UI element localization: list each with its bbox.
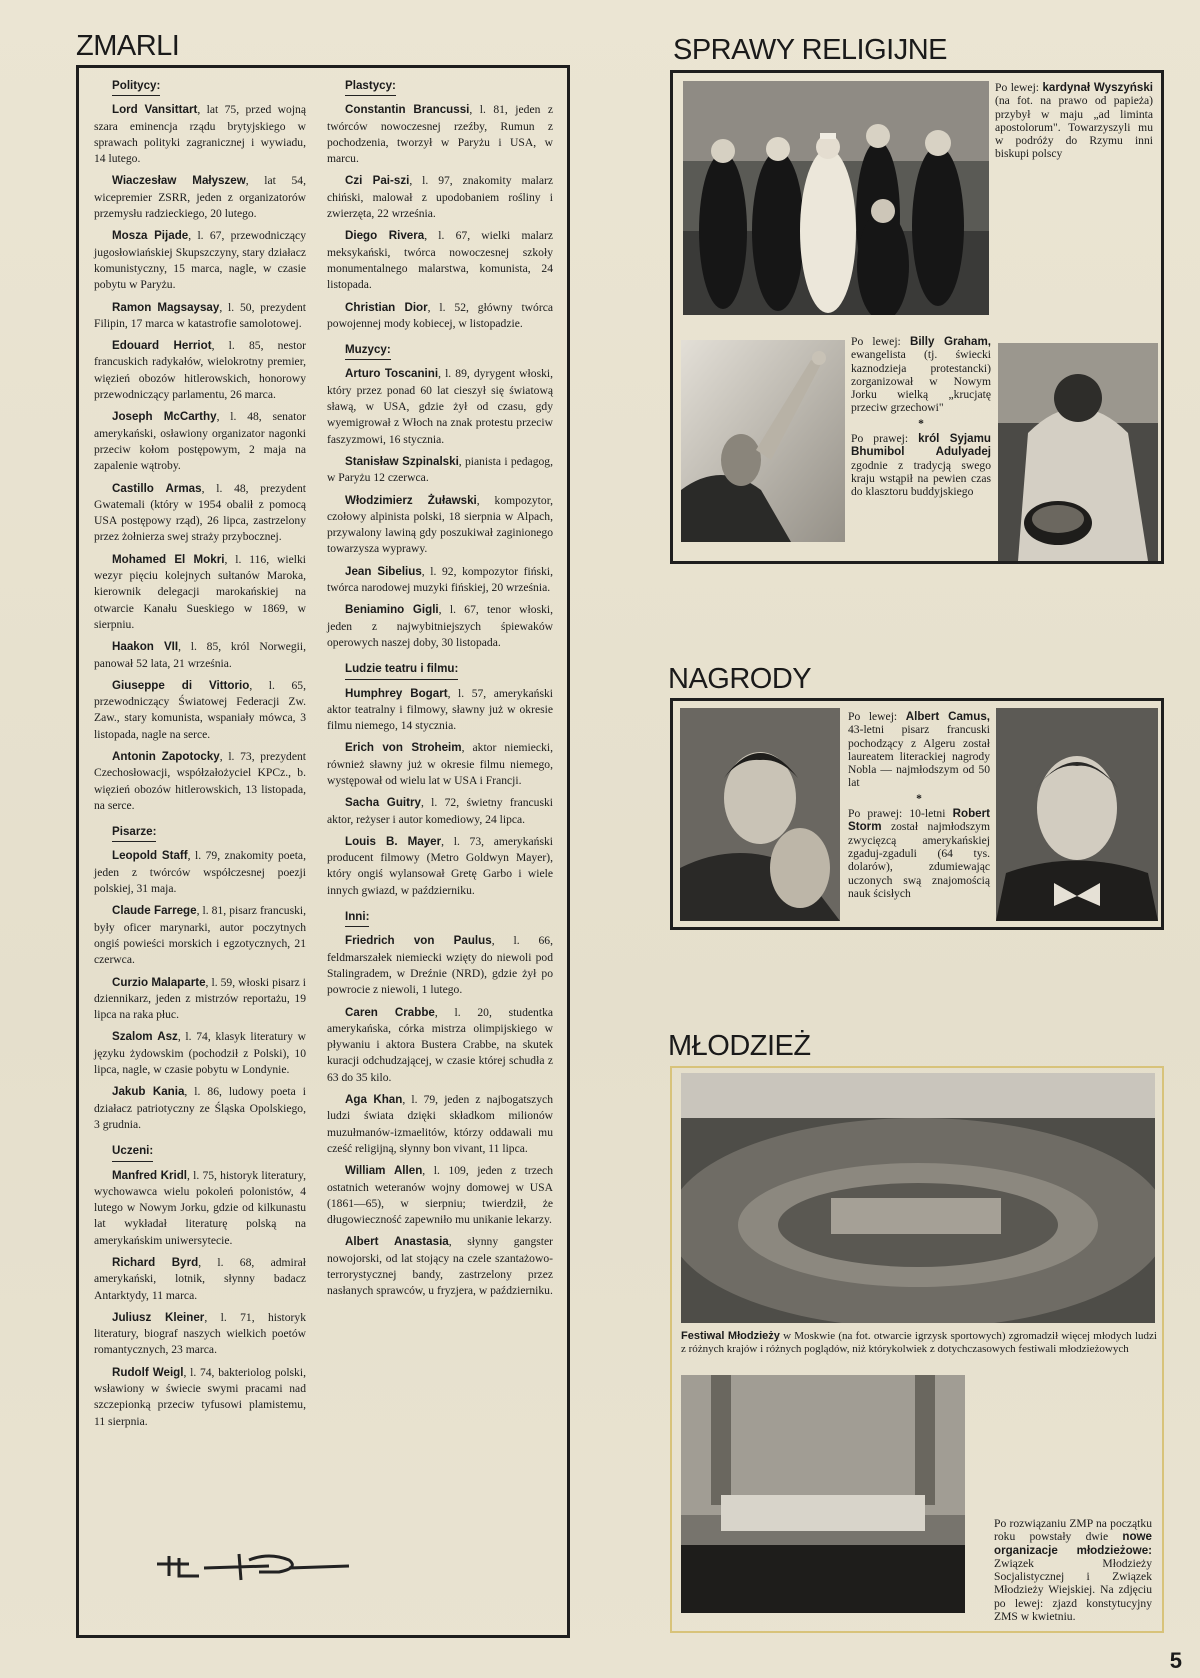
person-name: Szalom Asz bbox=[112, 1030, 178, 1044]
person-name: Wiaczesław Małyszew bbox=[112, 174, 246, 188]
obituary-entry bbox=[327, 1005, 553, 1086]
person-name: Castillo Armas bbox=[112, 481, 202, 495]
obituary-entry bbox=[327, 1092, 553, 1157]
person-name: Leopold Staff bbox=[112, 849, 188, 863]
obituary-entry bbox=[327, 834, 553, 899]
person-name: Sacha Guitry bbox=[345, 796, 421, 810]
obituary-entry bbox=[94, 228, 306, 293]
person-name: Albert Anastasia bbox=[345, 1235, 449, 1249]
obituary-text: , l. 81, jeden z twórców nowoczesnej rzeźby, Rumun z pochodzenia, tworzył w Paryżu i USA, w marcu. bbox=[327, 103, 553, 166]
person-name: Lord Vansittart bbox=[112, 103, 198, 117]
photo-stadium-festival bbox=[681, 1073, 1155, 1323]
obituary-entry bbox=[327, 1234, 553, 1299]
photo-pope-cardinals bbox=[683, 81, 989, 315]
obituary-text: , lat 75, przed wojną szara eminencja rządu brytyjskiego w sprawach polityki zagranicznej i wywiadu, 14 lutego. bbox=[94, 103, 306, 166]
caption-storm: Po prawej: 10-letni Robert Storm został najmłodszym zwycięzcą amerykańskiej zgaduj-zgaduli (64 tys. dolarów), zdumiewając uczonych swą znajomością nauk ścisłych bbox=[848, 807, 990, 900]
category-heading: Inni: bbox=[345, 909, 369, 927]
obituary-text: , l. 48, senator amerykański, osławiony organizator nagonki przeciw kołom postępowym, 2 maja na zapalenie wątroby. bbox=[94, 410, 307, 473]
obituary-entry bbox=[94, 173, 306, 222]
obituary-text: , słynny gangster nowojorski, od lat stojący na czele szantażowo-terrorystycznej bandy, zastrzelony przez nasłanych sprawców, u fryzjera, w październiku. bbox=[327, 1235, 553, 1298]
category-heading: Plastycy: bbox=[345, 78, 396, 96]
obituary-entry bbox=[327, 228, 553, 293]
obituary-entry bbox=[94, 903, 306, 968]
obituary-text: , l. 67, przewodniczący jugosłowiańskiej Skupszczyny, stary działacz komunistyczny, 15 marca, nagle, w czasie pobytu w Paryżu. bbox=[94, 229, 306, 292]
page-number: 5 bbox=[1169, 1648, 1182, 1673]
obituary-text: , l. 92, kompozytor fiński, twórca narodowej muzyki fińskiej, 20 września. bbox=[327, 564, 553, 595]
obituary-text: , l. 52, główny twórca powojennej mody kobiecej, w listopadzie. bbox=[327, 300, 553, 330]
caption-graham-bhumibol bbox=[851, 335, 991, 499]
obituary-text: , l. 65, przewodniczący Światowej Federacji Zw. Zaw., stary komunista, wspaniały mówca, 3 listopada, nagle na serce. bbox=[94, 678, 306, 741]
obituary-text: , l. 109, jeden z trzech ostatnich weteranów wojny domowej w USA (1861—65), w sierpniu; twierdził, że długowieczność zapewniło mu unikanie lekarzy. bbox=[327, 1164, 553, 1227]
photo-albert-camus bbox=[680, 708, 840, 921]
caption-separator: * bbox=[918, 416, 924, 430]
person-name: Stanisław Szpinalski bbox=[345, 454, 459, 468]
person-name: Haakon VII bbox=[112, 640, 179, 654]
signature-mark bbox=[149, 1546, 369, 1586]
obituary-text: , lat 54, wicepremier ZSRR, jeden z organizatorów przemysłu radzieckiego, 20 lutego. bbox=[94, 174, 307, 221]
obituary-entry bbox=[327, 173, 553, 222]
obituary-text: , l. 75, historyk literatury, wychowawca wielu pokoleń polonistów, 4 lutego w Nowym Jorku, gdzie od kilkunastu lat wykładał literaturę polską na amerykańskim uniwersytecie. bbox=[94, 1168, 306, 1247]
category-heading: Pisarze: bbox=[112, 824, 156, 842]
person-name: Beniamino Gigli bbox=[345, 603, 439, 617]
obituary-text: , l. 50, prezydent Filipin, 17 marca w katastrofie samolotowej. bbox=[94, 300, 306, 330]
obituary-entry bbox=[94, 678, 306, 743]
zmarli-box bbox=[76, 65, 570, 1638]
obituary-text: , l. 48, prezydent Gwatemali (który w 1954 obalił z pomocą USA postępowy rząd), 26 lipca, zastrzelony przez żołnierza swej straży przybocznej. bbox=[94, 481, 306, 544]
caption-camus: Po lewej: Albert Camus, 43-letni pisarz francuski pochodzący z Algeru został laureatem literackiej nagrody Nobla — najmłodszym od 50 lat bbox=[848, 710, 990, 790]
obituary-entry bbox=[94, 749, 306, 814]
obituary-text: , l. 66, feldmarszałek niemiecki wzięty do niewoli pod Stalingradem, w Dreźnie (NRD), gdzie żył po powrocie z niewoli, 1 lutego. bbox=[327, 934, 553, 997]
person-name: Juliusz Kleiner bbox=[112, 1310, 205, 1324]
obituary-text: , l. 79, jeden z najbogatszych ludzi świata dzięki składkom milionów muzułmanów-izmaelitów, którzy oddawali mu cześć religijną, słynny bon vivant, 11 lipca. bbox=[327, 1093, 553, 1155]
person-name: Humphrey Bogart bbox=[345, 686, 448, 700]
person-name: Manfred Kridl bbox=[112, 1168, 188, 1182]
caption-graham: Po lewej: Billy Graham, ewangelista (tj. świecki kaznodzieja protestancki) zorganizował w Nowym Jorku wielką „krucjatę przeciw grzechowi" bbox=[851, 335, 991, 415]
person-name: Richard Byrd bbox=[112, 1256, 199, 1269]
caption-camus-storm bbox=[848, 710, 990, 900]
mlodziez-box bbox=[670, 1066, 1164, 1633]
person-name: Christian Dior bbox=[345, 300, 428, 314]
zmarli-left-column bbox=[94, 78, 306, 1436]
obituary-entry bbox=[94, 409, 306, 474]
obituary-entry bbox=[94, 975, 306, 1024]
nagrody-box bbox=[670, 698, 1164, 930]
obituary-entry bbox=[94, 848, 306, 897]
obituary-text: , l. 67, tenor włoski, jeden z najwybitniejszych śpiewaków operowych naszej doby, 30 listopada. bbox=[327, 603, 554, 649]
caption-separator: * bbox=[916, 791, 922, 805]
obituary-text: , l. 68, admirał amerykański, lotnik, słynny badacz Antarktydy, 11 marca. bbox=[94, 1256, 306, 1302]
person-name: Ramon Magsaysay bbox=[112, 300, 220, 314]
obituary-text: , l. 73, amerykański producent filmowy (Metro Goldwyn Mayer), który ongiś wylansował Gretę Garbo i wiele innych gwiazd, w październiku. bbox=[327, 834, 553, 897]
person-name: Antonin Zapotocky bbox=[112, 749, 220, 763]
zmarli-right-column bbox=[327, 78, 553, 1306]
person-name: Jakub Kania bbox=[112, 1085, 185, 1099]
obituary-entry bbox=[327, 602, 553, 651]
person-name: Curzio Malaparte bbox=[112, 975, 206, 989]
person-name: Caren Crabbe bbox=[345, 1005, 435, 1019]
person-name: Edouard Herriot bbox=[112, 339, 212, 353]
nagrody-title: NAGRODY bbox=[668, 663, 812, 695]
obituary-entry bbox=[94, 300, 306, 333]
obituary-text: , pianista i pedagog, w Paryżu 12 czerwca. bbox=[327, 454, 553, 485]
obituary-text: , l. 74, klasyk literatury w języku żydowskim (pochodził z Polski), 10 lipca, nagle, w czasie pobytu w Londynie. bbox=[94, 1030, 306, 1077]
obituary-text: , l. 85, król Norwegii, panował 52 lata, 21 września. bbox=[94, 640, 307, 670]
zmarli-title: ZMARLI bbox=[76, 30, 180, 62]
obituary-text: , kompozytor, czołowy alpinista polski, 18 sierpnia w Alpach, przywalony lawiną gdy poszukiwał zaginionego towarzysza wyprawy. bbox=[327, 493, 553, 556]
obituary-text: , l. 73, prezydent Czechosłowacji, współzałożyciel KPCz., b. więzień obozów hitlerowskich, 13 listopada, na serce. bbox=[94, 749, 306, 812]
obituary-entry bbox=[94, 102, 306, 167]
category-heading: Uczeni: bbox=[112, 1143, 153, 1161]
obituary-entry bbox=[94, 338, 306, 403]
obituary-text: , l. 85, nestor francuskich radykałów, wielokrotny premier, więzień obozów hitlerowskich, honorowy przewodniczący parlamentu, 26 marca. bbox=[94, 339, 307, 402]
obituary-entry bbox=[94, 481, 306, 546]
obituary-entry bbox=[94, 552, 306, 633]
person-name: Aga Khan bbox=[345, 1093, 403, 1107]
obituary-entry bbox=[327, 686, 553, 735]
obituary-text: , l. 74, bakteriolog polski, wsławiony w świecie swymi pracami nad szczepionką przeciw tyfusowi plamistemu, 11 sierpnia. bbox=[94, 1365, 306, 1428]
caption-wyszynski: Po lewej: kardynał Wyszyński (na fot. na prawo od papieża) przybył w maju „ad liminta apostolorum". Towarzyszyli mu w podróży do Rzymu inni biskupi polscy bbox=[995, 81, 1153, 161]
person-name: Giuseppe di Vittorio bbox=[112, 678, 250, 692]
obituary-entry bbox=[327, 564, 553, 597]
obituary-entry bbox=[94, 639, 306, 672]
caption-zms: Po rozwiązaniu ZMP na początku roku powstały dwie nowe organizacje młodzieżowe: Związek Młodzieży Socjalistycznej i Związek Młodzieży Wiejskiej. Na zdjęciu po lewej: zjazd konstytucyjny ZMS w kwietniu. bbox=[994, 1517, 1152, 1624]
obituary-entry bbox=[94, 1168, 306, 1249]
category-heading: Muzycy: bbox=[345, 342, 391, 360]
sprawy-box bbox=[670, 70, 1164, 564]
obituary-text: , l. 59, włoski pisarz i dziennikarz, jeden z mistrzów reportażu, 19 lipca na raka płuc. bbox=[94, 975, 306, 1022]
person-name: Jean Sibelius bbox=[345, 564, 422, 578]
sprawy-title: SPRAWY RELIGIJNE bbox=[673, 34, 948, 66]
person-name: Diego Rivera bbox=[345, 229, 425, 243]
obituary-text: , l. 71, historyk literatury, biograf naszych wielkich poetów romantycznych, 23 marca. bbox=[94, 1310, 307, 1357]
obituary-entry bbox=[94, 1029, 306, 1078]
person-name: Arturo Toscanini bbox=[345, 367, 439, 381]
photo-king-bhumibol bbox=[998, 343, 1158, 561]
photo-billy-graham bbox=[681, 340, 845, 542]
obituary-entry bbox=[327, 102, 553, 167]
person-name: Friedrich von Paulus bbox=[345, 934, 492, 948]
obituary-text: , l. 89, dyrygent włoski, który przez ponad 60 lat cieszył się światową sławą, w USA, gdzie żył od czasu, gdy wyemigrował z Włoch na znak protestu przeciw faszyzmowi, 16 stycznia. bbox=[327, 367, 553, 446]
person-name: Czi Pai-szi bbox=[345, 174, 410, 188]
obituary-entry bbox=[327, 300, 553, 333]
obituary-text: , l. 116, wielki wezyr pięciu kolejnych sułtanów Maroka, kierownik delegacji marokańskiej na otwarcie Kanału Sueskiego w 1869, w sierpniu. bbox=[94, 552, 306, 631]
obituary-entry bbox=[327, 1163, 553, 1228]
obituary-text: , l. 57, amerykański aktor teatralny i filmowy, sławny już w okresie filmu niemego, 14 stycznia. bbox=[327, 686, 553, 733]
obituary-text: , aktor niemiecki, również sławny już w okresie filmu niemego, występował od wielu lat w USA i Francji. bbox=[327, 741, 553, 787]
obituary-text: , l. 72, świetny francuski aktor, reżyser i autor komediowy, 24 lipca. bbox=[327, 796, 553, 826]
obituary-entry bbox=[327, 795, 553, 828]
category-heading: Ludzie teatru i filmu: bbox=[345, 661, 458, 679]
photo-robert-storm bbox=[996, 708, 1158, 921]
category-heading: Politycy: bbox=[112, 78, 160, 96]
obituary-text: , l. 86, ludowy poeta i działacz patriotyczny ze Śląska Opolskiego, 3 grudnia. bbox=[94, 1085, 306, 1131]
obituary-text: , l. 67, wielki malarz meksykański, twórca nowoczesnej szkoły monumentalnego malarstwa, komunista, 24 listopada. bbox=[327, 229, 553, 292]
caption-bhumibol: Po prawej: król Syjamu Bhumibol Adulyadej zgodnie z tradycją swego kraju wstąpił na pewien czas do klasztoru buddyjskiego bbox=[851, 432, 991, 499]
obituary-entry bbox=[327, 493, 553, 558]
person-name: Mohamed El Mokri bbox=[112, 552, 225, 566]
obituary-entry bbox=[327, 366, 553, 447]
person-name: Erich von Stroheim bbox=[345, 741, 462, 755]
person-name: William Allen bbox=[345, 1164, 423, 1178]
photo-zms-congress bbox=[681, 1375, 965, 1613]
mlodziez-title: MŁODZIEŻ bbox=[668, 1030, 811, 1062]
person-name: Claude Farrege bbox=[112, 904, 197, 918]
obituary-entry bbox=[94, 1365, 306, 1430]
obituary-text: , l. 81, pisarz francuski, były oficer marynarki, autor poczytnych ongiś powieści morskich i egzotycznych, 21 czerwca. bbox=[94, 904, 306, 967]
obituary-text: , l. 97, znakomity malarz chiński, malował z upodobaniem rośliny i zwierzęta, 22 września. bbox=[327, 174, 553, 221]
person-name: Constantin Brancussi bbox=[345, 103, 470, 117]
person-name: Louis B. Mayer bbox=[345, 834, 442, 848]
caption-festival: Festiwal Młodzieży w Moskwie (na fot. otwarcie igrzysk sportowych) zgromadził więcej młodych ludzi z różnych krajów i różnych poglądów, niż którykolwiek z dotychczasowych festiwali młodzieżowych bbox=[681, 1330, 1157, 1355]
obituary-entry bbox=[94, 1255, 306, 1304]
obituary-entry bbox=[94, 1310, 306, 1359]
obituary-text: , l. 79, znakomity poeta, jeden z twórców współczesnej poezji polskiej, 31 maja. bbox=[94, 849, 306, 896]
obituary-entry bbox=[327, 454, 553, 487]
person-name: Włodzimierz Żuławski bbox=[345, 493, 477, 507]
person-name: Joseph McCarthy bbox=[112, 410, 217, 424]
person-name: Rudolf Weigl bbox=[112, 1365, 184, 1379]
obituary-entry bbox=[327, 933, 553, 998]
person-name: Mosza Pijade bbox=[112, 229, 189, 243]
obituary-text: , l. 20, studentka amerykańska, córka mistrza olimpijskiego w pływaniu i aktora Bustera Crabbe, na skutek kuracji odchudzającej, w czasie której schudła z 63 do 35 kilo. bbox=[327, 1005, 554, 1084]
obituary-entry bbox=[327, 740, 553, 789]
obituary-entry bbox=[94, 1084, 306, 1133]
